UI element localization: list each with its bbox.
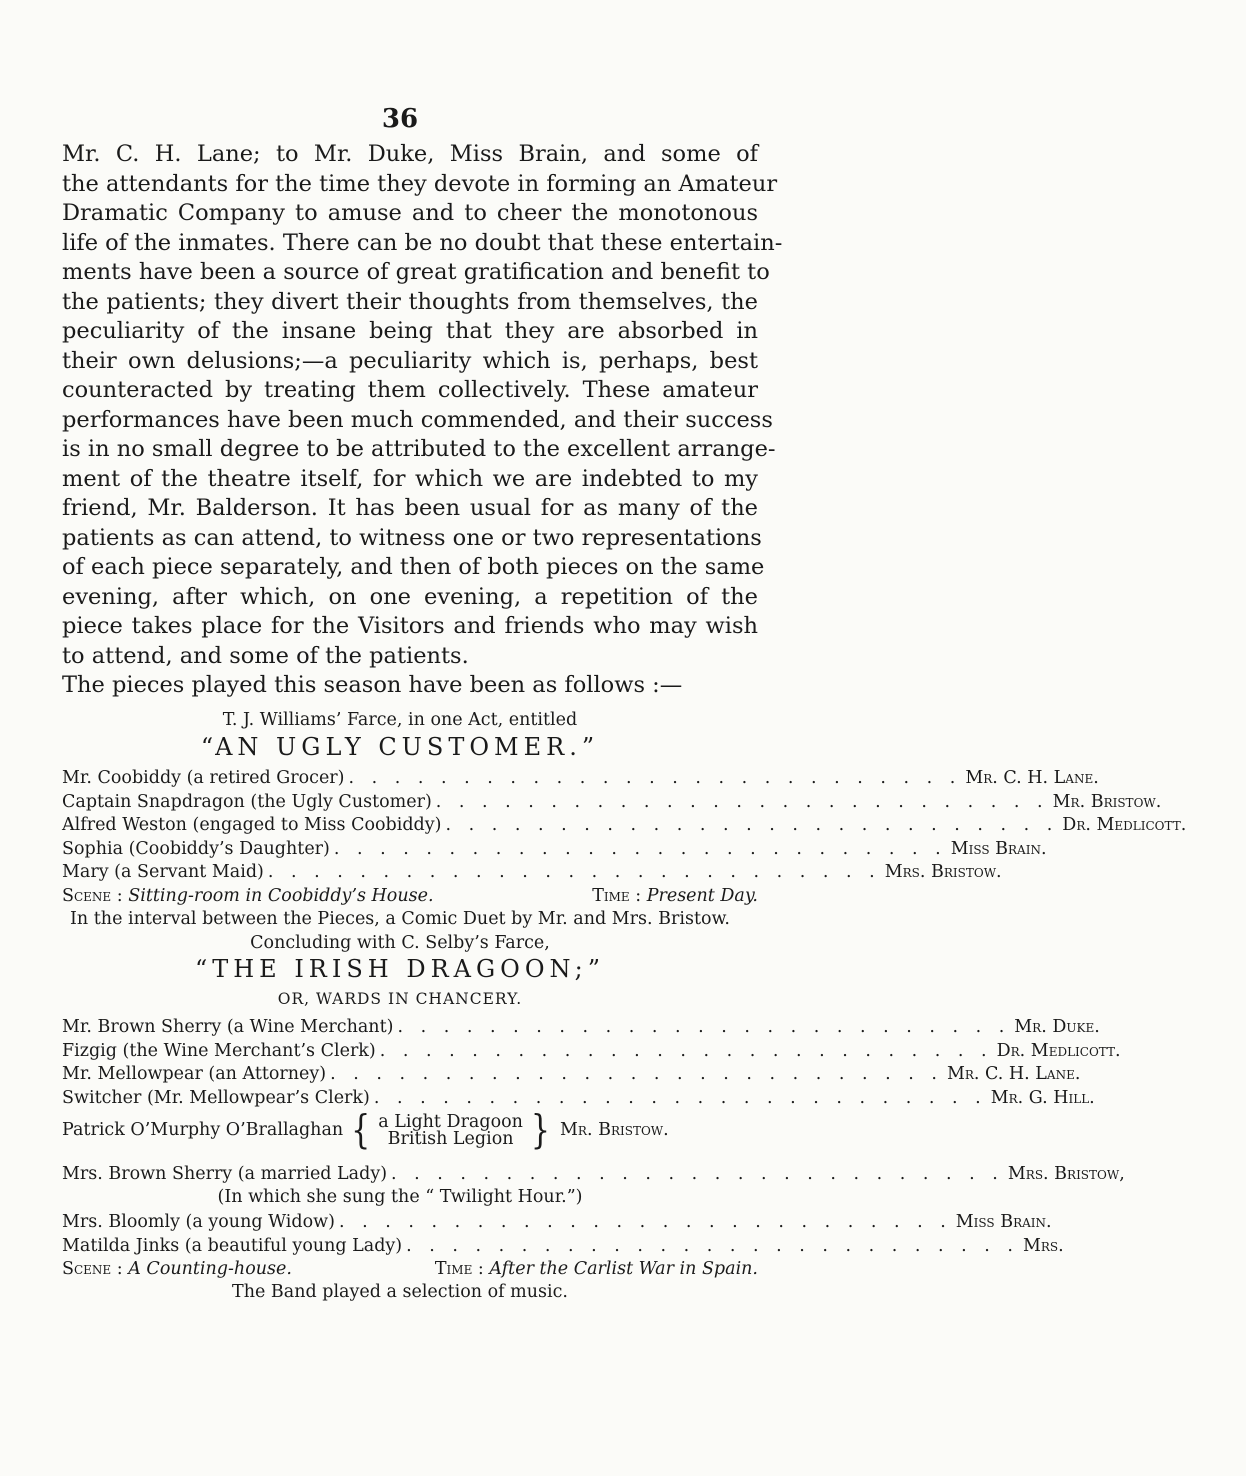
farce2-scene-line: [62, 1258, 758, 1282]
band-note: The Band played a selection of music.: [232, 1282, 568, 1302]
leader-dots: . . . . . . . . . . . . . . . . . . . . . . . . . . .: [435, 791, 1049, 812]
paragraph-line: ments have been a source of great gratification and benefit to: [62, 259, 770, 285]
paragraph-line: is in no small degree to be attributed to the excellent arrange-: [62, 436, 776, 462]
leader-dots: . . . . . . . . . . . . . . . . . . . . . . . . . . .: [348, 768, 962, 788]
time-label: Time :: [592, 886, 642, 906]
leader-dots: . . . . . . . . . . . . . . . . . . . . . . . . . . .: [333, 838, 947, 859]
paragraph-line: friend, Mr. Balderson. It has been usual for as many of the: [62, 495, 758, 521]
paragraph-line: performances have been much commended, and their success: [62, 406, 773, 433]
cast-row: [62, 814, 1187, 838]
paragraph-line: piece takes place for the Visitors and friends who may wish: [62, 613, 758, 639]
cast-actor: Miss Brain.: [950, 838, 1047, 859]
leader-dots: . . . . . . . . . . . . . . . . . . . . . . . . . . .: [373, 1087, 987, 1108]
left-brace: {: [351, 1107, 371, 1154]
cast-actor: Mr. C. H. Lane.: [946, 1064, 1081, 1084]
time-text: Present Day.: [646, 886, 758, 906]
cast-role: Mrs. Bloomly (a young Widow): [62, 1212, 335, 1232]
leader-dots: . . . . . . . . . . . . . . . . . . . . . . . . . . .: [338, 1212, 952, 1232]
paragraph-line: of each piece separately, and then of both pieces on the same: [62, 554, 765, 580]
cast-row: [62, 1211, 1052, 1235]
cast-row: [62, 767, 1099, 791]
cast-row: [62, 1087, 1095, 1111]
farce2-title: “THE IRISH DRAGOON;”: [194, 955, 606, 983]
right-brace: }: [530, 1107, 551, 1154]
patrick-row: [62, 1107, 758, 1154]
body-paragraph: [62, 140, 783, 671]
cast-actor: Mrs.: [1022, 1235, 1064, 1256]
farce1-title: “AN UGLY CUSTOMER.”: [200, 733, 600, 761]
cast-actor: Miss Brain.: [955, 1212, 1052, 1232]
farce1-intro: T. J. Williams’ Farce, in one Act, entitled: [222, 710, 578, 730]
cast-row: [62, 1235, 1064, 1259]
cast-actor: Mr. C. H. Lane.: [965, 768, 1099, 788]
paragraph-intro-pieces: The pieces played this season have been as follows :—: [62, 672, 683, 698]
cast-actor: Dr. Medlicott.: [996, 1040, 1121, 1061]
paragraph-line: Dramatic Company to amuse and to cheer the monotonous: [62, 200, 758, 226]
cast-role: Mrs. Brown Sherry (a married Lady): [62, 1164, 388, 1184]
paragraph-line: their own delusions;—a peculiarity which is, perhaps, best: [62, 347, 758, 374]
cast-actor: Mr. Duke.: [1014, 1017, 1100, 1037]
paragraph-line: evening, after which, on one evening, a repetition of the: [62, 583, 758, 610]
patrick-role: Patrick O’Murphy O’Brallaghan: [62, 1120, 344, 1141]
scene-text: Sitting-room in Coobiddy’s House.: [128, 886, 434, 906]
leader-dots: . . . . . . . . . . . . . . . . . . . . . . . . . . .: [406, 1235, 1019, 1256]
paragraph-line: Mr. C. H. Lane; to Mr. Duke, Miss Brain, and some of: [62, 141, 758, 167]
paragraph-line: to attend, and some of the patients.: [62, 642, 469, 669]
leader-dots: . . . . . . . . . . . . . . . . . . . . . . . . . . .: [391, 1164, 1004, 1184]
paragraph-line: ment of the theatre itself, for which we are indebted to my: [62, 465, 758, 492]
farce2-cast-list-b: [62, 1163, 1125, 1187]
farce1-cast-list: [62, 767, 1187, 885]
scene-label: Scene :: [62, 1259, 123, 1279]
leader-dots: . . . . . . . . . . . . . . . . . . . . . . . . . . .: [379, 1040, 993, 1061]
cast-row: [62, 861, 1002, 885]
cast-role: Fizgig (the Wine Merchant’s Clerk): [62, 1040, 376, 1061]
cast-row: [62, 791, 1162, 815]
cast-actor: Mr. G. Hill.: [990, 1087, 1095, 1108]
cast-role: Mary (a Servant Maid): [62, 862, 264, 882]
leader-dots: . . . . . . . . . . . . . . . . . . . . . . . . . . .: [445, 815, 1059, 835]
cast-row: [62, 1163, 1125, 1187]
cast-role: Alfred Weston (engaged to Miss Coobiddy): [62, 815, 442, 835]
farce2-subtitle: OR, WARDS IN CHANCERY.: [277, 990, 523, 1008]
song-note: (In which she sung the “ Twilight Hour.”): [217, 1187, 583, 1207]
paragraph-line: the patients; they divert their thoughts from themselves, the: [62, 288, 758, 315]
time-text: After the Carlist War in Spain.: [489, 1259, 758, 1279]
cast-row: [62, 1063, 1081, 1087]
paragraph-line: counteracted by treating them collectively. These amateur: [62, 377, 758, 403]
cast-row: [62, 1016, 1100, 1040]
patrick-desc-2: British Legion: [387, 1129, 514, 1149]
time-label: Time :: [434, 1259, 484, 1279]
cast-role: Switcher (Mr. Mellowpear’s Clerk): [62, 1087, 370, 1108]
paragraph-line: patients as can attend, to witness one or two representations: [62, 524, 762, 551]
cast-actor: Mrs. Bristow,: [1007, 1164, 1125, 1184]
paragraph-line: peculiarity of the insane being that they are absorbed in: [62, 318, 758, 344]
cast-role: Captain Snapdragon (the Ugly Customer): [62, 791, 432, 812]
cast-actor: Mrs. Bristow.: [884, 862, 1002, 882]
cast-actor: Dr. Medlicott.: [1062, 815, 1187, 835]
interval-note: In the interval between the Pieces, a Comic Duet by Mr. and Mrs. Bristow.: [70, 909, 730, 929]
cast-row: [62, 1040, 1121, 1064]
leader-dots: . . . . . . . . . . . . . . . . . . . . . . . . . . .: [330, 1064, 943, 1084]
patrick-desc-1: a Light Dragoon: [378, 1112, 523, 1132]
scene-text: A Counting-house.: [128, 1259, 292, 1279]
farce2-intro: Concluding with C. Selby’s Farce,: [250, 933, 550, 953]
farce2-cast-list-c: [62, 1211, 1064, 1258]
farce2-cast-list-a: [62, 1016, 1121, 1110]
page-number: 36: [381, 104, 419, 134]
cast-role: Sophia (Coobiddy’s Daughter): [62, 838, 330, 859]
patrick-actor: Mr. Bristow.: [560, 1120, 669, 1141]
farce1-scene-line: [62, 885, 758, 909]
paragraph-line: the attendants for the time they devote in forming an Amateur: [62, 170, 778, 197]
scene-label: Scene :: [62, 886, 123, 906]
cast-role: Mr. Mellowpear (an Attorney): [62, 1064, 327, 1084]
cast-row: [62, 838, 1047, 862]
cast-role: Mr. Coobiddy (a retired Grocer): [62, 768, 345, 788]
leader-dots: . . . . . . . . . . . . . . . . . . . . . . . . . . .: [267, 862, 881, 882]
cast-actor: Mr. Bristow.: [1052, 791, 1162, 812]
cast-role: Mr. Brown Sherry (a Wine Merchant): [62, 1017, 394, 1037]
cast-role: Matilda Jinks (a beautiful young Lady): [62, 1235, 403, 1256]
paragraph-line: life of the inmates. There can be no doubt that these entertain-: [62, 229, 783, 256]
leader-dots: . . . . . . . . . . . . . . . . . . . . . . . . . . .: [397, 1017, 1011, 1037]
